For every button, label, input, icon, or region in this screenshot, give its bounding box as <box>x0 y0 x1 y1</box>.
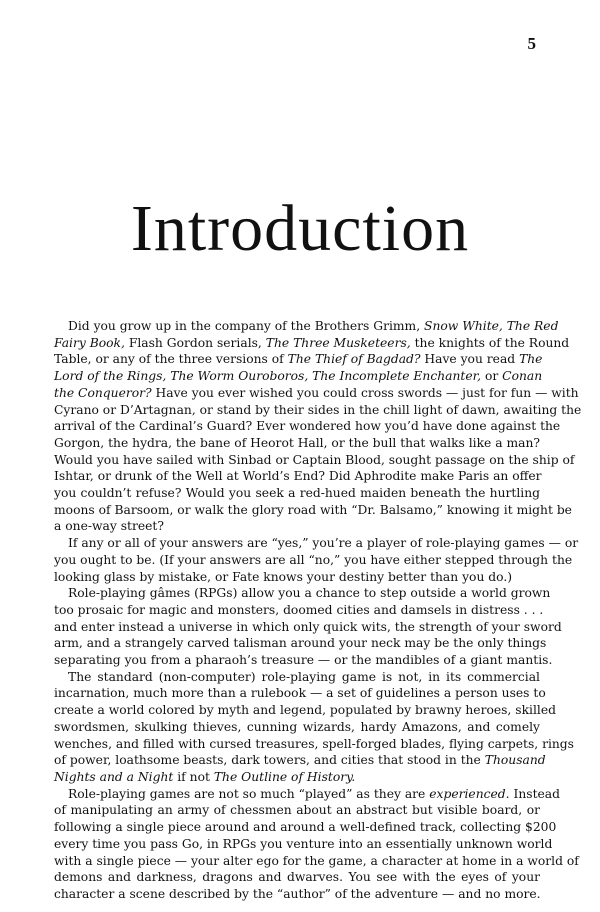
text-line: Did you grow up in the company of the Brothers Grimm, Snow White, The Red <box>68 319 559 333</box>
text-line: If any or all of your answers are “yes,” you’re a player of role-playing games — or <box>68 536 579 551</box>
italic-title: the Conqueror? <box>54 385 152 400</box>
text-line: you couldn’t refuse? Would you seek a red-hued maiden beneath the hurtling <box>54 486 540 501</box>
text-line: incarnation, much more than a rulebook — a set of guidelines a person uses to <box>54 686 546 701</box>
italic-title: Nights and a Night <box>54 769 174 784</box>
italic-title: experienced. <box>429 786 510 801</box>
text-line: too prosaic for magic and monsters, doomed cities and damsels in distress . . . <box>54 602 544 617</box>
page-number: 5 <box>527 34 536 53</box>
text-line: The standard (non-computer) role-playing game is not, in its commercial <box>68 669 540 684</box>
text-line: wenches, and filled with cursed treasures, spell-forged blades, flying carpets, rings <box>54 736 574 751</box>
text-line: Cyrano or D’Artagnan, or stand by their sides in the chill light of dawn, awaiting the <box>54 402 582 417</box>
italic-title: Conan <box>502 369 543 384</box>
chapter-title: Introduction <box>130 192 470 265</box>
text-line: arrival of the Cardinal’s Guard? Ever wondered how you’d have done against the <box>54 419 561 434</box>
text-line: with a single piece — your alter ego for the game, a character at home in a world of <box>54 853 579 868</box>
text-line: moons of Barsoom, or walk the glory road with “Dr. Balsamo,” knowing it might be <box>54 502 572 517</box>
paragraph <box>54 535 579 585</box>
italic-title: The Three Musketeers, <box>265 335 411 350</box>
text-line: of power, loathsome beasts, dark towers, and cities that stood in the Thousand <box>54 753 546 768</box>
text-line: demons and darkness, dragons and dwarves. You see with the eyes of your <box>54 870 540 885</box>
paragraph <box>54 318 582 535</box>
paragraph <box>54 669 574 786</box>
text-line: following a single piece around and around a well-defined track, collecting $200 <box>54 820 557 835</box>
text-line: a one-way street? <box>54 519 164 534</box>
italic-title: Fairy Book, <box>54 335 125 350</box>
text-line: Lord of the Rings, The Worm Ouroboros, The Incomplete Enchanter, or Conan <box>54 369 543 384</box>
paragraph <box>54 585 562 669</box>
text-line: Table, or any of the three versions of The Thief of Bagdad? Have you read The <box>54 352 543 367</box>
italic-title: The Thief of Bagdad? <box>287 352 421 367</box>
text-line: character a scene described by the “author” of the adventure — and no more. <box>54 886 541 901</box>
body-text <box>54 318 582 903</box>
paragraph <box>54 786 579 903</box>
text-line: create a world colored by myth and legend, populated by brawny heroes, skilled <box>54 703 556 718</box>
text-line: Fairy Book, Flash Gordon serials, The Three Musketeers, the knights of the Round <box>54 335 570 350</box>
text-line: the Conqueror? Have you ever wished you could cross swords — just for fun — with <box>54 385 579 400</box>
italic-title: The <box>519 352 543 367</box>
text-line: Ishtar, or drunk of the Well at World’s End? Did Aphrodite make Paris an offer <box>54 469 542 484</box>
italic-title: Thousand <box>484 753 546 768</box>
text-line: Role-playing games are not so much “played” as they are experienced. Instead <box>68 786 560 801</box>
italic-title: Snow White, The Red <box>424 319 559 333</box>
text-line: and enter instead a universe in which only quick wits, the strength of your sword <box>54 619 562 634</box>
text-line: Gorgon, the hydra, the bane of Heorot Hall, or the bull that walks like a man? <box>54 435 540 450</box>
text-line: of manipulating an army of chessmen about an abstract but visible board, or <box>54 803 540 818</box>
text-line: separating you from a pharaoh’s treasure — or the mandibles of a giant mantis. <box>54 653 553 668</box>
text-line: arm, and a strangely carved talisman around your neck may be the only things <box>54 636 547 651</box>
text-line: you ought to be. (If your answers are all “no,” you have either stepped through the <box>54 552 573 567</box>
text-line: every time you pass Go, in RPGs you venture into an essentially unknown world <box>54 836 553 851</box>
text-line: looking glass by mistake, or Fate knows your destiny better than you do.) <box>54 569 513 584</box>
text-line: Nights and a Night if not The Outline of History. <box>54 769 356 784</box>
text-line: Role-playing gâmes (RPGs) allow you a chance to step outside a world grown <box>68 586 551 601</box>
text-line: swordsmen, skulking thieves, cunning wizards, hardy Amazons, and comely <box>54 719 540 734</box>
text-line: Would you have sailed with Sinbad or Captain Blood, sought passage on the ship of <box>54 452 575 467</box>
italic-title: Lord of the Rings, The Worm Ouroboros, The Incomplete Enchanter, <box>54 369 482 384</box>
italic-title: The Outline of History. <box>213 769 356 784</box>
